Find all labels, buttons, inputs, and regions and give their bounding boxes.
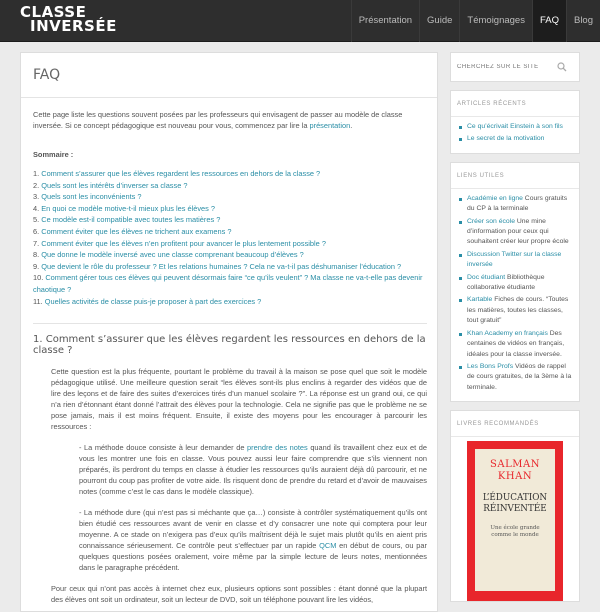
toc-item-number: 6. xyxy=(33,226,40,236)
bullet-icon xyxy=(459,221,462,224)
hard-method-text: - La méthode dure (qui n’est pas si méchante que ça…) consiste à contrôler systématiquement qu’ils ont bien étudié ces ressources avant de venir en classe et d’y consacrer une note qui comptera pour leur moyenne. A ce stade on n’exigera pas d’eux qu’ils maîtrisent déjà le sujet mais plutôt qu’ils en aient pris connaissance sérieusement. Ce contrôle peut s’effectuer par un rapide xyxy=(79,508,427,551)
bullet-icon xyxy=(459,198,462,201)
section-1-title: 1. Comment s’assurer que les élèves regardent les ressources en dehors de la classe ? xyxy=(33,334,426,357)
bullet-icon xyxy=(459,333,462,336)
toc-item-number: 9. xyxy=(33,261,40,271)
toc-item xyxy=(33,272,427,295)
toc-item-number: 4. xyxy=(33,203,40,213)
recent-article-link[interactable]: Le secret de la motivation xyxy=(467,135,545,143)
logo-line-1: CLASSE xyxy=(20,3,87,21)
book-subtitle-line-1: Une école grande xyxy=(490,525,540,532)
toc-item xyxy=(33,180,427,192)
recent-articles-heading: ARTICLES RÉCENTS xyxy=(451,91,579,117)
nav-item-blog[interactable]: Blog xyxy=(566,0,600,42)
soft-method-text-end: quand ils travaillent chez eux et de vous les montrer une fois en classe. Vous pouvez aussi leur faire comprendre que s’ils viennent non préparés, ils perdront du temps en classe à étudier les ressources qu’ils auraient déjà dû parcourir, et ne pourront du coup pas profiter de votre aide. Ils risquent donc de prendre du retard et d’avoir de mauvaises notes (comme c’est le cas dans le modèle classique). xyxy=(79,443,427,497)
useful-link-description: Bibliothèque collaborative étudiante xyxy=(467,273,545,292)
toc-item-number: 3. xyxy=(33,192,40,202)
toc-item-link[interactable]: Que donne le modèle inversé avec une classe comprenant beaucoup d’élèves ? xyxy=(41,250,304,260)
soft-method-paragraph xyxy=(79,442,427,497)
toc-item xyxy=(33,261,427,273)
page-title: FAQ xyxy=(33,67,61,83)
bullet-icon xyxy=(459,126,462,129)
book-title-line-2: RÉINVENTÉE xyxy=(483,504,547,515)
toc-item-number: 10. xyxy=(33,273,44,283)
section-1-body xyxy=(33,366,427,605)
bullet-icon xyxy=(459,366,462,369)
toc-item-link[interactable]: Que devient le rôle du professeur ? Et les relations humaines ? Cela ne va-t-il pas déshumaniser l’éducation ? xyxy=(41,261,402,271)
recent-articles-list xyxy=(459,122,573,145)
useful-link-description: Vidéos de rappel de cours gratuites, de la 3ème à la terminale. xyxy=(467,362,572,391)
logo-line-2: INVERSÉE xyxy=(30,17,117,35)
intro-paragraph xyxy=(33,109,427,131)
title-divider xyxy=(21,97,437,98)
recent-article-link[interactable]: Ce qu’écrivait Einstein à son fils xyxy=(467,123,563,130)
prendre-des-notes-link[interactable]: prendre des notes xyxy=(247,443,308,453)
useful-links-widget xyxy=(450,162,580,402)
hard-method-text-end: en début de cours, ou par quelques questions posées oralement, voire même par la simple lecture de leurs notes, mentionnées dans le paragraphe précédent. xyxy=(79,541,427,573)
book-subtitle xyxy=(475,525,555,539)
useful-link-description: Des centaines de vidéos en français, idéales pour la classe inversée. xyxy=(467,329,565,358)
toc-item-link[interactable]: Comment éviter que les élèves n’en profitent pour avancer le plus lentement possible ? xyxy=(41,238,326,248)
main-content-panel xyxy=(20,52,438,612)
useful-link[interactable]: Kartable xyxy=(467,296,493,304)
toc-item-number: 2. xyxy=(33,180,40,190)
useful-link-item xyxy=(459,362,573,393)
useful-link[interactable]: Les Bons Profs xyxy=(467,362,514,370)
toc-item-number: 5. xyxy=(33,215,40,225)
bullet-icon xyxy=(459,277,462,280)
main-nav xyxy=(351,0,600,42)
presentation-link[interactable]: présentation xyxy=(309,121,351,130)
search-icon[interactable] xyxy=(557,62,567,72)
toc-item xyxy=(33,226,427,238)
sommaire-heading: Sommaire : xyxy=(33,150,74,159)
book-author-line-1: SALMAN xyxy=(490,459,540,471)
toc-item-number: 1. xyxy=(33,169,40,178)
bullet-icon xyxy=(459,254,462,257)
toc-item xyxy=(33,168,427,180)
table-of-contents xyxy=(33,168,427,307)
section-divider xyxy=(33,323,427,324)
book-author-line-2: KHAN xyxy=(497,471,533,483)
toc-item xyxy=(33,191,427,203)
book-author xyxy=(475,459,555,483)
top-navigation-bar xyxy=(0,0,600,42)
qcm-link[interactable]: QCM xyxy=(319,541,337,551)
useful-link-item xyxy=(459,329,573,360)
book-cover-inner xyxy=(475,449,555,601)
nav-item-guide[interactable]: Guide xyxy=(419,0,459,42)
sidebar xyxy=(450,52,580,610)
toc-item xyxy=(33,249,427,261)
nav-item-faq[interactable]: FAQ xyxy=(532,0,566,42)
recommended-books-widget xyxy=(450,410,580,602)
search-input[interactable] xyxy=(457,64,557,70)
intro-end: . xyxy=(350,121,353,130)
useful-link[interactable]: Khan Academy en français xyxy=(467,329,548,337)
recent-article-item xyxy=(459,122,573,132)
recent-articles-widget xyxy=(450,90,580,154)
toc-item-link[interactable]: Ce modèle est-il compatible avec toutes les matières ? xyxy=(41,215,221,225)
bullet-icon xyxy=(459,138,462,141)
recent-article-item xyxy=(459,134,573,144)
recommended-books-heading: LIVRES RECOMMANDÉS xyxy=(451,411,579,437)
useful-link[interactable]: Créer son école xyxy=(467,217,515,225)
book-subtitle-line-2: comme le monde xyxy=(491,532,539,539)
toc-item xyxy=(33,203,427,215)
hard-method-paragraph xyxy=(79,507,427,573)
nav-item-temoignages[interactable]: Témoignages xyxy=(459,0,532,42)
toc-item-link[interactable]: Quels sont les inconvénients ? xyxy=(41,192,142,202)
useful-link[interactable]: Discussion Twitter sur la classe inversée xyxy=(467,250,562,269)
useful-links-heading: LIENS UTILES xyxy=(451,163,579,189)
book-cover[interactable] xyxy=(467,441,563,601)
toc-item xyxy=(33,214,427,226)
faq-content xyxy=(33,109,427,612)
toc-item-number: 11. xyxy=(33,296,43,306)
bullet-icon xyxy=(459,299,462,302)
useful-link-item xyxy=(459,194,573,215)
useful-link-item xyxy=(459,273,573,294)
useful-link-item xyxy=(459,250,573,271)
toc-item-link[interactable]: Comment s’assurer que les élèves regardent les ressources en dehors de la classe ? xyxy=(41,169,321,178)
book-title-line-1: L’ÉDUCATION xyxy=(482,493,548,504)
toc-item-number: 7. xyxy=(33,238,40,248)
useful-link-description: Fiches de cours. “Toutes les matières, toutes les classes, tout gratuit” xyxy=(467,296,569,325)
search-box xyxy=(450,52,580,82)
toc-item-number: 8. xyxy=(33,250,40,260)
useful-link[interactable]: Académie en ligne xyxy=(467,194,523,202)
toc-item-link[interactable]: En quoi ce modèle motive-t-il mieux plus les élèves ? xyxy=(41,203,215,213)
intro-text: Cette page liste les questions souvent posées par les professeurs qui envisagent de passer au modèle de classe inversée. Si ce concept pédagogique est nouveau pour vous, commencez par lire la xyxy=(33,110,403,130)
site-logo[interactable] xyxy=(20,5,130,37)
useful-link-item xyxy=(459,295,573,326)
toc-item-link[interactable]: Comment gérer tous ces élèves qui peuvent désormais faire “ce qu’ils veulent” ? Ma classe ne va-t-elle pas devenir chaotique ? xyxy=(33,273,423,294)
section-1-paragraph: Cette question est la plus fréquente, pourtant le problème du travail à la maison se pose quel que soit le modèle pédagogique utilisé. Une meilleure question serait “les élèves sont-ils plus enclins à regarder des vidéos que de lire des leçons et de faire des suites d’exercices tirés d’un manuel scolaire ?”. La réponse est un grand oui, ce qui n’a rien d’étonnant étant donné l’attrait des élèves pour la technologie. Cela ne signifie pas que le problème ne se pose jamais, mais il est moins fréquent. Ensuite, il existe des moyens pour les encourager à parcourir les ressources : xyxy=(51,367,427,432)
toc-item-link[interactable]: Quels sont les intérêts d’inverser sa classe ? xyxy=(41,180,188,190)
useful-link-description: Une mine d’information pour ceux qui souhaitent créer leur propre école xyxy=(467,217,569,246)
useful-link-item xyxy=(459,217,573,248)
nav-item-presentation[interactable]: Présentation xyxy=(351,0,419,42)
section-1-quotes xyxy=(51,442,427,573)
useful-link-description: Cours gratuits du CP à la terminale xyxy=(467,194,568,213)
useful-links-list xyxy=(459,194,573,393)
soft-method-text: - La méthode douce consiste à leur demander de xyxy=(79,443,248,453)
section-1-paragraph-2: Pour ceux qui n’ont pas accès à internet chez eux, plusieurs options sont possibles : étant donné que la plupart des élèves ont soit un ordinateur, soit un lecteur de DVD, soit un téléphone pouvant lire les vidéos, xyxy=(51,584,427,605)
useful-link[interactable]: Doc étudiant xyxy=(467,273,506,281)
toc-item-link[interactable]: Comment éviter que les élèves ne trichent aux examens ? xyxy=(41,226,232,236)
toc-item xyxy=(33,296,427,308)
toc-item xyxy=(33,238,427,250)
book-title xyxy=(475,493,555,515)
toc-item-link[interactable]: Quelles activités de classe puis-je proposer à part des exercices ? xyxy=(44,296,262,306)
